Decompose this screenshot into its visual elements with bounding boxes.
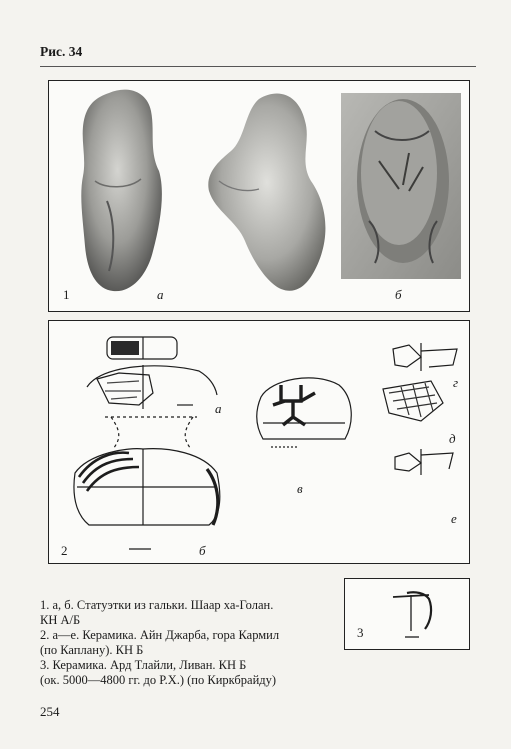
panel2-label-d: д — [449, 431, 456, 446]
sherd-g — [393, 343, 457, 371]
page-number: 254 — [40, 704, 60, 719]
caption-line: (по Каплану). КН Б — [40, 643, 144, 657]
figure-caption — [40, 598, 340, 688]
sherd-d — [383, 381, 443, 421]
panel2-number: 2 — [61, 543, 68, 558]
sherd-e — [395, 449, 453, 475]
figurine-b — [357, 99, 449, 263]
caption-line: 3. Керамика. Ард Тлайли, Ливан. КН Б — [40, 658, 247, 672]
figurine-a-front — [81, 90, 162, 292]
panel2-label-v: в — [297, 481, 303, 496]
figure-panel-3 — [344, 578, 470, 650]
figurine-photos — [49, 81, 469, 311]
vessel-v-figure — [257, 378, 352, 447]
caption-line: КН А/Б — [40, 613, 81, 627]
caption-line: 2. а—е. Керамика. Айн Джарба, гора Кармил — [40, 628, 280, 642]
panel1-label-b: б — [395, 287, 402, 302]
pottery-drawings — [49, 321, 469, 563]
panel2-label-g: г — [453, 375, 459, 390]
panel2-label-a: а — [215, 401, 222, 416]
figure-panel-2 — [48, 320, 470, 564]
panel2-label-b: б — [199, 543, 206, 558]
header-rule — [40, 66, 476, 67]
figure-title: Рис. 34 — [40, 44, 83, 59]
vessel-a-rim — [87, 337, 217, 409]
panel1-number: 1 — [63, 287, 70, 302]
panel2-label-e: е — [451, 511, 457, 526]
panel1-label-a: а — [157, 287, 164, 302]
vessel-drawing — [345, 579, 469, 649]
figure-panel-1 — [48, 80, 470, 312]
caption-line: 1. а, б. Статуэтки из гальки. Шаар ха-Голан. — [40, 598, 274, 612]
vessel-b-jar — [74, 417, 220, 549]
caption-line: (ок. 5000—4800 гг. до Р.Х.) (по Киркбрайду) — [40, 673, 277, 687]
panel3-number: 3 — [357, 625, 364, 640]
figurine-a-side — [208, 94, 325, 291]
